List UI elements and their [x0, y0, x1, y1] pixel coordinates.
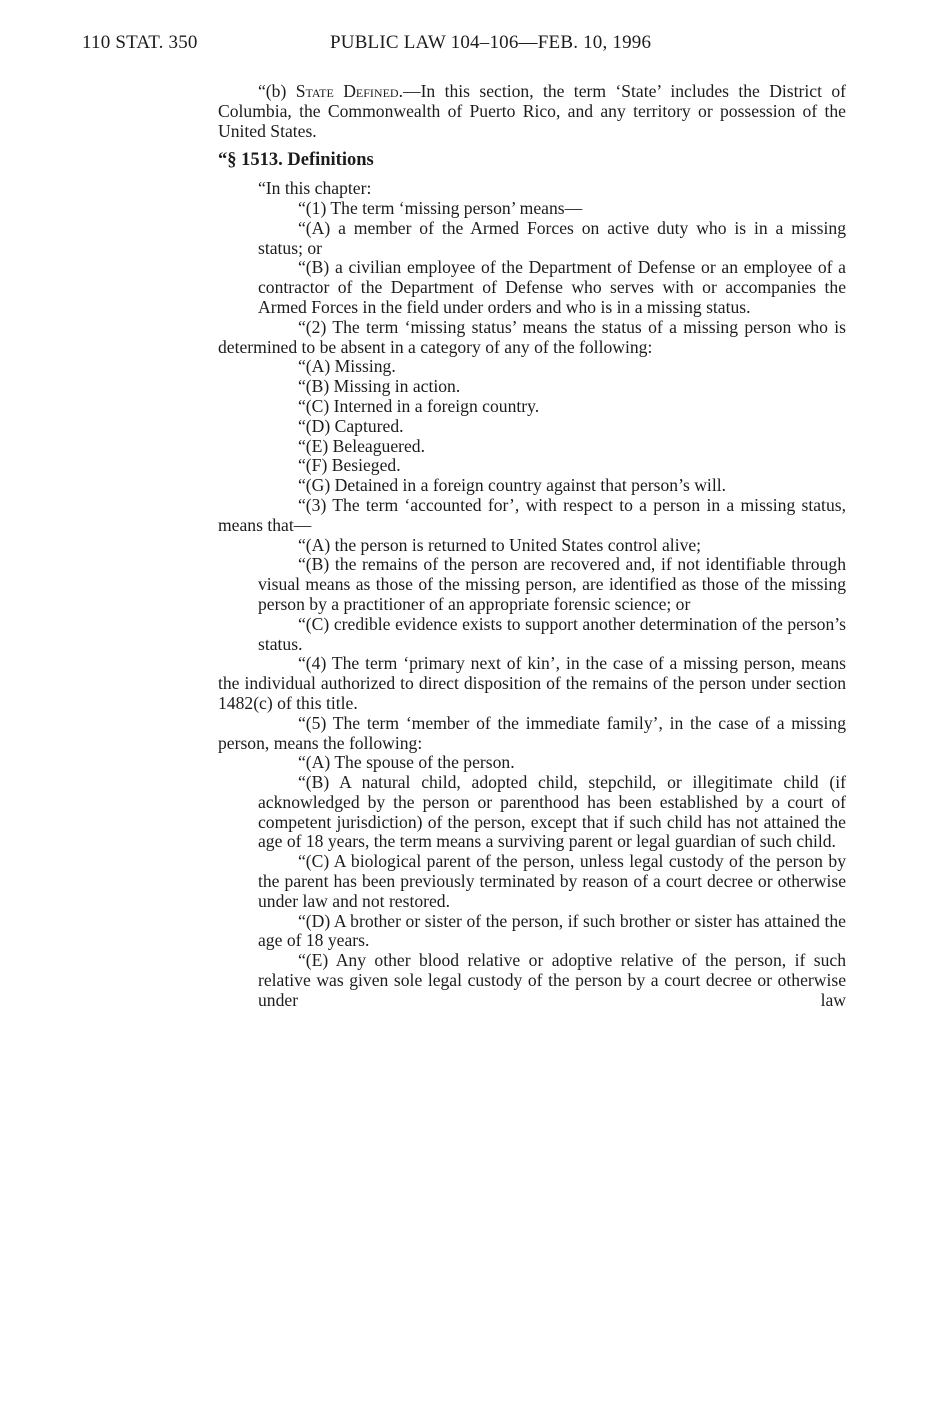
subsection-b-heading: State Defined.	[295, 81, 403, 101]
section-intro: “In this chapter:	[258, 178, 372, 199]
subsection-b-text: —In this section, the term ‘State’ includes the District of Columbia, the Commonwealth of Puerto Rico, and any territory or possession of the United States.	[218, 81, 846, 141]
paragraph-2: “(2) The term ‘missing status’ means the status of a missing person who is determined to be absent in a category of any of the following:	[218, 316, 846, 357]
law-title: PUBLIC LAW 104–106—FEB. 10, 1996	[330, 32, 652, 53]
paragraph-1b: “(B) a civilian employee of the Department of Defense or an employee of a contractor of the Department of Defense who serves with or accompanies the Armed Forces in the field under orders and who is in a missing status.	[258, 257, 846, 317]
paragraph-4: “(4) The term ‘primary next of kin’, in the case of a missing person, means the individual authorized to direct disposition of the remains of the person under section 1482(c) of this title.	[218, 653, 846, 713]
paragraph-3: “(3) The term ‘accounted for’, with respect to a person in a missing status, means that—	[218, 494, 846, 535]
paragraph-1a: “(A) a member of the Armed Forces on active duty who is in a missing status; or	[258, 217, 846, 258]
section-heading: “§ 1513. Definitions	[218, 150, 374, 171]
document-body	[218, 81, 846, 1011]
paragraph-5c: “(C) A biological parent of the person, unless legal custody of the person by the parent has been previously terminated by reason of a court decree or otherwise under law and not restored.	[258, 851, 846, 911]
paragraph-2c: “(C) Interned in a foreign country.	[298, 395, 540, 416]
subsection-b	[218, 82, 846, 141]
paragraph-5d: “(D) A brother or sister of the person, if such brother or sister has attained the age of 18 years.	[258, 910, 846, 951]
paragraph-3c: “(C) credible evidence exists to support another determination of the person’s status.	[258, 613, 846, 654]
page-header	[82, 32, 862, 60]
paragraph-2a: “(A) Missing.	[298, 356, 396, 377]
stat-page-number: 110 STAT. 350	[82, 32, 198, 53]
paragraph-2b: “(B) Missing in action.	[298, 376, 461, 397]
paragraph-1: “(1) The term ‘missing person’ means—	[298, 197, 583, 218]
paragraph-3a: “(A) the person is returned to United States control alive;	[298, 534, 702, 555]
paragraph-5b: “(B) A natural child, adopted child, stepchild, or illegitimate child (if acknowledged by the person or parenthood has been established by a court of competent jurisdiction) of the person, except that if such child has not attained the age of 18 years, the term means a surviving parent or legal guardian of such child.	[258, 772, 846, 852]
paragraph-2d: “(D) Captured.	[298, 415, 404, 436]
paragraph-2f: “(F) Besieged.	[298, 455, 401, 476]
paragraph-5a: “(A) The spouse of the person.	[298, 752, 515, 773]
paragraph-3b: “(B) the remains of the person are recovered and, if not identifiable through visual means as those of the missing person, are identified as those of the missing person by a practitioner of an appropriate forensic science; or	[258, 554, 846, 614]
paragraph-2g: “(G) Detained in a foreign country against that person’s will.	[298, 475, 726, 496]
paragraph-5: “(5) The term ‘member of the immediate family’, in the case of a missing person, means the following:	[218, 712, 846, 753]
paragraph-5e: “(E) Any other blood relative or adoptive relative of the person, if such relative was given sole legal custody of the person by a court decree or otherwise under law	[258, 950, 846, 1010]
subsection-b-lead: “(b)	[258, 81, 296, 101]
paragraph-2e: “(E) Beleaguered.	[298, 435, 425, 456]
